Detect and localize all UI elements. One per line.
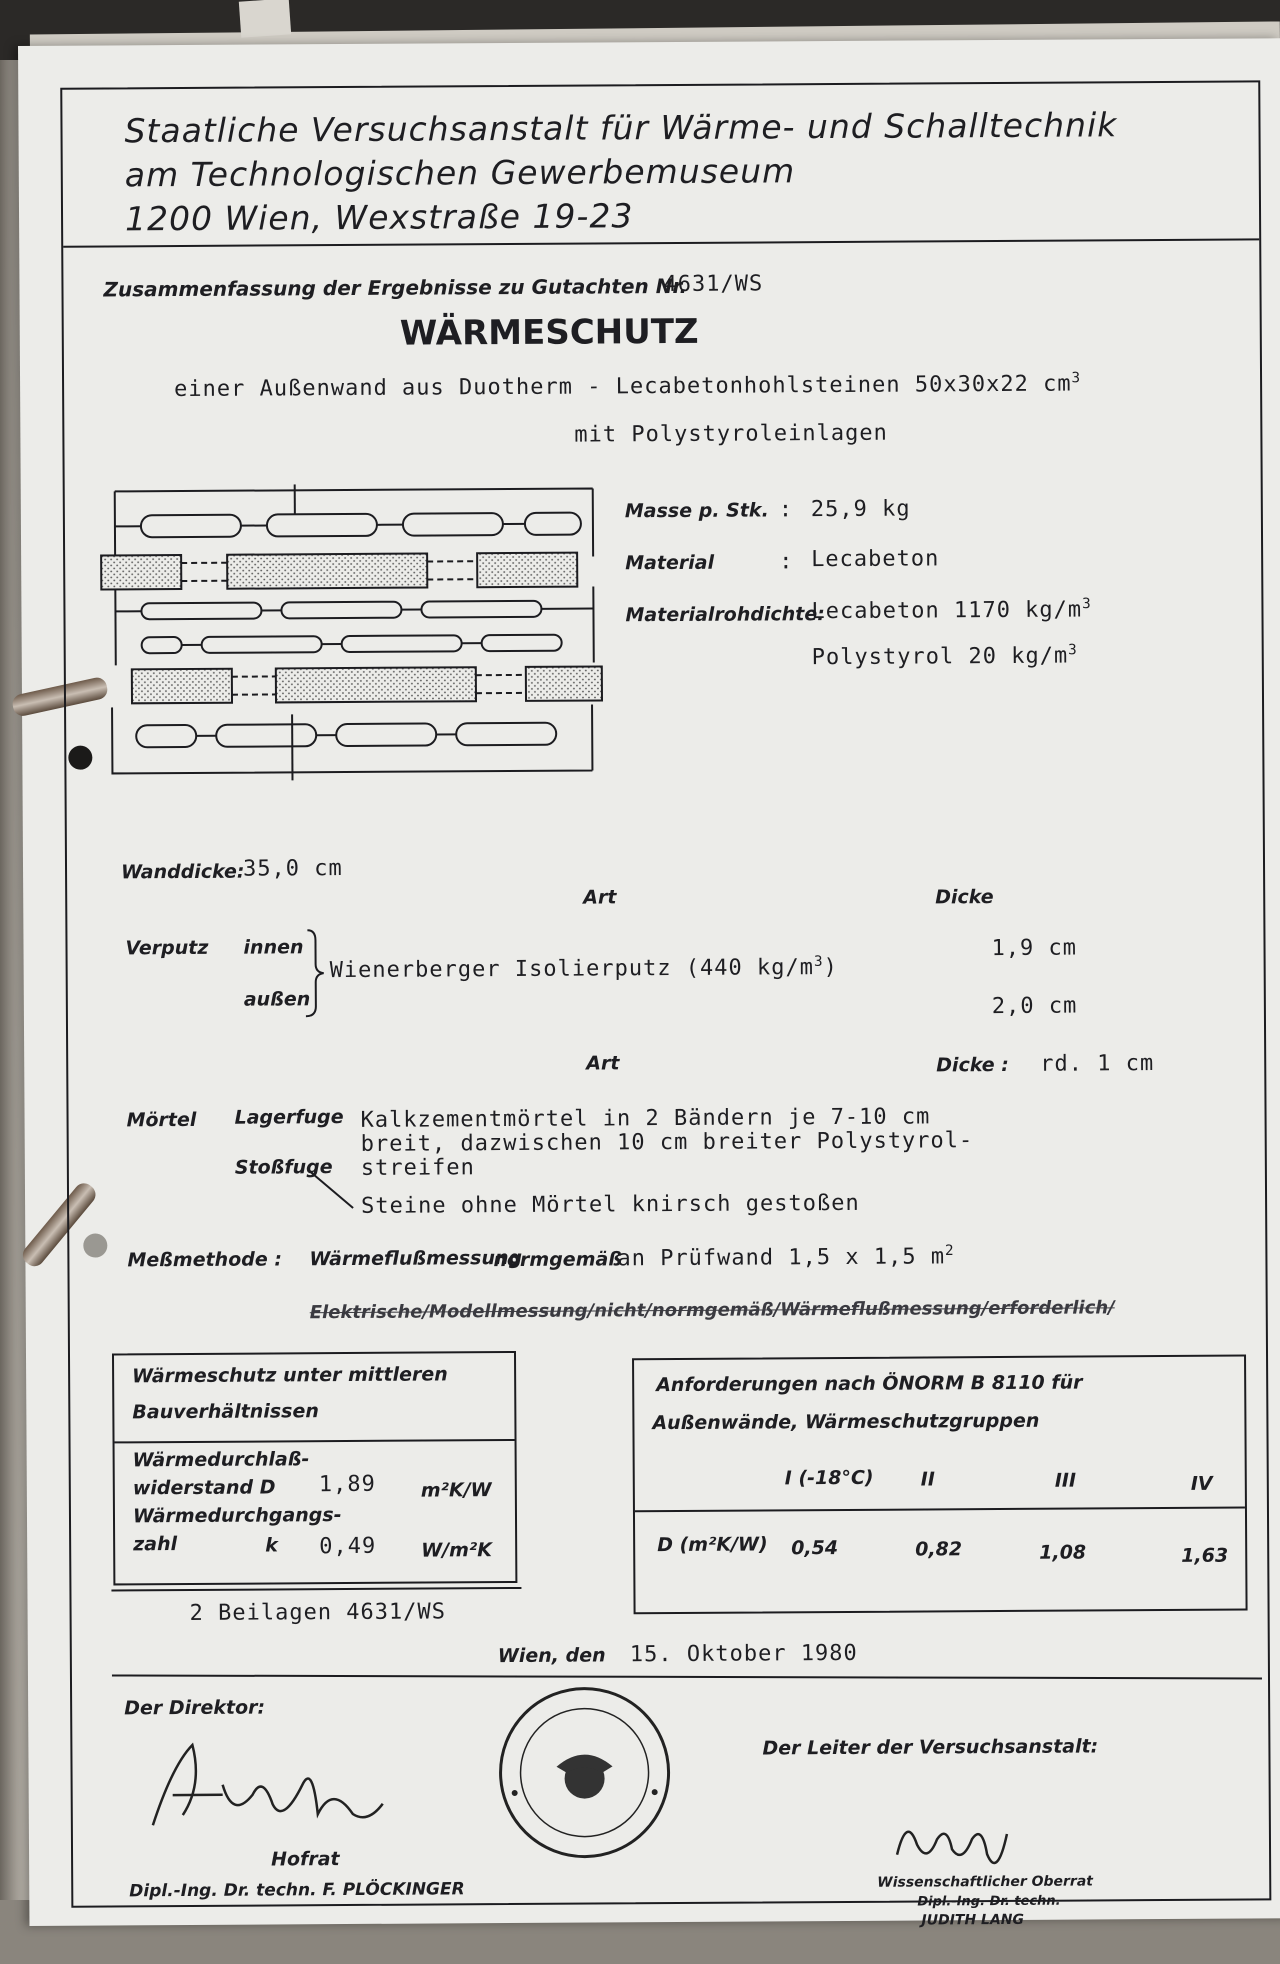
transmittance-unit: W/m²K bbox=[421, 1539, 493, 1562]
wall-thickness-value: 35,0 cm bbox=[242, 856, 343, 882]
bed-joint-text-2: breit, dazwischen 10 cm breiter Polystyrol- bbox=[360, 1128, 974, 1157]
resistance-value: 1,89 bbox=[318, 1471, 376, 1498]
date-label: Wien, den bbox=[497, 1644, 606, 1668]
requirements-box bbox=[632, 1355, 1248, 1615]
method-label: Meßmethode : bbox=[127, 1248, 282, 1272]
group-I-heading: I (-18°C) bbox=[784, 1466, 874, 1490]
group-II-heading: II bbox=[920, 1468, 935, 1491]
mortar-thickness-heading: Dicke : bbox=[936, 1053, 1009, 1077]
transmittance-label-2: zahl bbox=[133, 1533, 178, 1556]
head-joint-label: Stoßfuge bbox=[234, 1156, 333, 1179]
institution-subtitle: am Technologischen Gewerbemuseum bbox=[124, 151, 796, 195]
head-title: Wissenschaftlicher Oberrat bbox=[877, 1873, 1093, 1891]
requirements-heading-2: Außenwände, Wärmeschutzgruppen bbox=[652, 1409, 1040, 1435]
wall-cross-section-drawing bbox=[85, 482, 647, 785]
plaster-thickness-heading: Dicke bbox=[935, 886, 994, 909]
document-frame bbox=[60, 80, 1271, 1929]
subject-line-2: mit Polystyroleinlagen bbox=[574, 420, 888, 448]
bed-joint-text-3: streifen bbox=[360, 1155, 475, 1181]
director-title: Hofrat bbox=[271, 1848, 340, 1871]
plaster-inner-thickness: 1,9 cm bbox=[991, 935, 1078, 962]
struck-method-line: Elektrische/Modellmessung/nicht/normgemäß/Wärmeflußmessung/erforderlich/ bbox=[309, 1297, 1115, 1324]
resistance-label-1: Wärmedurchlaß- bbox=[132, 1448, 310, 1472]
head-degree: Dipl.-Ing. Dr. techn. bbox=[917, 1893, 1061, 1910]
report-number: 4631/WS bbox=[663, 271, 764, 298]
plaster-type-heading: Art bbox=[583, 886, 617, 909]
transmittance-label-1: Wärmedurchgangs- bbox=[132, 1504, 342, 1528]
plaster-label: Verputz bbox=[125, 936, 209, 960]
density-lecabeton: Lecabeton 1170 $kg/m^3$ bbox=[811, 596, 1092, 625]
material-label: Material bbox=[625, 551, 715, 575]
institution-name: Staatliche Versuchsanstalt für Wärme- und Schalltechnik bbox=[124, 105, 1118, 151]
attachments-note: 2 Beilagen 4631/WS bbox=[189, 1599, 447, 1626]
requirements-heading-1: Anforderungen nach ÖNORM B 8110 für bbox=[656, 1371, 1083, 1397]
mass-label: Masse p. Stk. bbox=[624, 499, 769, 523]
plaster-type: Wienerberger Isolierputz (440 $kg/m^3$) bbox=[329, 953, 838, 984]
group-IV-heading: IV bbox=[1190, 1472, 1213, 1495]
subject-line: einer Außenwand aus Duotherm - Lecabetonhohlsteinen 50x30x22 $cm^3$ bbox=[174, 370, 1082, 403]
director-name: Dipl.-Ing. Dr. techn. F. PLÖCKINGER bbox=[129, 1879, 465, 1902]
plaster-outer-thickness: 2,0 cm bbox=[991, 993, 1078, 1020]
resistance-label-2: widerstand D bbox=[132, 1476, 276, 1500]
resistance-unit: m²K/W bbox=[420, 1479, 492, 1502]
official-seal bbox=[494, 1682, 675, 1863]
colon: : bbox=[779, 549, 794, 575]
date-rule bbox=[112, 1674, 1262, 1679]
paper-tab bbox=[239, 0, 291, 38]
method-norm: normgemäß bbox=[493, 1248, 623, 1272]
group-III-heading: III bbox=[1054, 1469, 1077, 1492]
head-signature bbox=[887, 1804, 1027, 1885]
institution-address: 1200 Wien, Wexstraße 19-23 bbox=[124, 196, 634, 239]
material-value: Lecabeton bbox=[811, 546, 940, 573]
mass-value: 25,9 kg bbox=[810, 496, 911, 523]
bed-joint-label: Lagerfuge bbox=[234, 1106, 344, 1129]
head-label: Der Leiter der Versuchsanstalt: bbox=[762, 1735, 1099, 1760]
requirements-row-label: D (m²K/W) bbox=[657, 1533, 768, 1557]
director-label: Der Direktor: bbox=[124, 1696, 266, 1720]
director-signature bbox=[142, 1724, 393, 1846]
mortar-thickness-value: rd. 1 cm bbox=[1040, 1051, 1155, 1077]
density-polystyrol: Polystyrol 20 $kg/m^3$ bbox=[811, 642, 1078, 671]
wall-thickness-label: Wanddicke: bbox=[120, 860, 245, 884]
document-page bbox=[18, 38, 1280, 1929]
density-label: Materialrohdichte: bbox=[625, 603, 825, 627]
method-type: Wärmeflußmessung bbox=[309, 1246, 523, 1271]
header-divider bbox=[63, 238, 1259, 247]
plaster-outer-label: außen bbox=[243, 988, 311, 1011]
result-box bbox=[112, 1351, 517, 1585]
plaster-inner-label: innen bbox=[243, 936, 304, 959]
head-joint-text: Steine ohne Mörtel knirsch gestoßen bbox=[361, 1190, 860, 1219]
requirement-value-III: 1,08 bbox=[1039, 1541, 1087, 1564]
requirement-value-I: 0,54 bbox=[791, 1537, 839, 1560]
colon: : bbox=[778, 497, 794, 523]
requirement-value-IV: 1,63 bbox=[1181, 1544, 1229, 1567]
transmittance-symbol: k bbox=[265, 1534, 278, 1557]
bed-joint-text-1: Kalkzementmörtel in 2 Bändern je 7-10 cm bbox=[360, 1104, 931, 1133]
requirement-value-II: 0,82 bbox=[915, 1538, 963, 1561]
head-name: JUDITH LANG bbox=[921, 1911, 1025, 1929]
mortar-label: Mörtel bbox=[126, 1108, 197, 1132]
attachments-rule bbox=[111, 1587, 521, 1592]
date-value: 15. Oktober 1980 bbox=[629, 1640, 858, 1668]
result-heading-2: Bauverhältnissen bbox=[132, 1400, 319, 1424]
transmittance-value: 0,49 bbox=[319, 1533, 377, 1560]
summary-label: Zusammenfassung der Ergebnisse zu Gutachten Nr. bbox=[103, 273, 688, 302]
document-title: WÄRMESCHUTZ bbox=[399, 311, 699, 354]
mortar-type-heading: Art bbox=[586, 1052, 620, 1075]
method-text: an Prüfwand 1,5 x 1,5 $m^2$ bbox=[617, 1242, 955, 1272]
result-heading-1: Wärmeschutz unter mittleren bbox=[132, 1363, 448, 1388]
